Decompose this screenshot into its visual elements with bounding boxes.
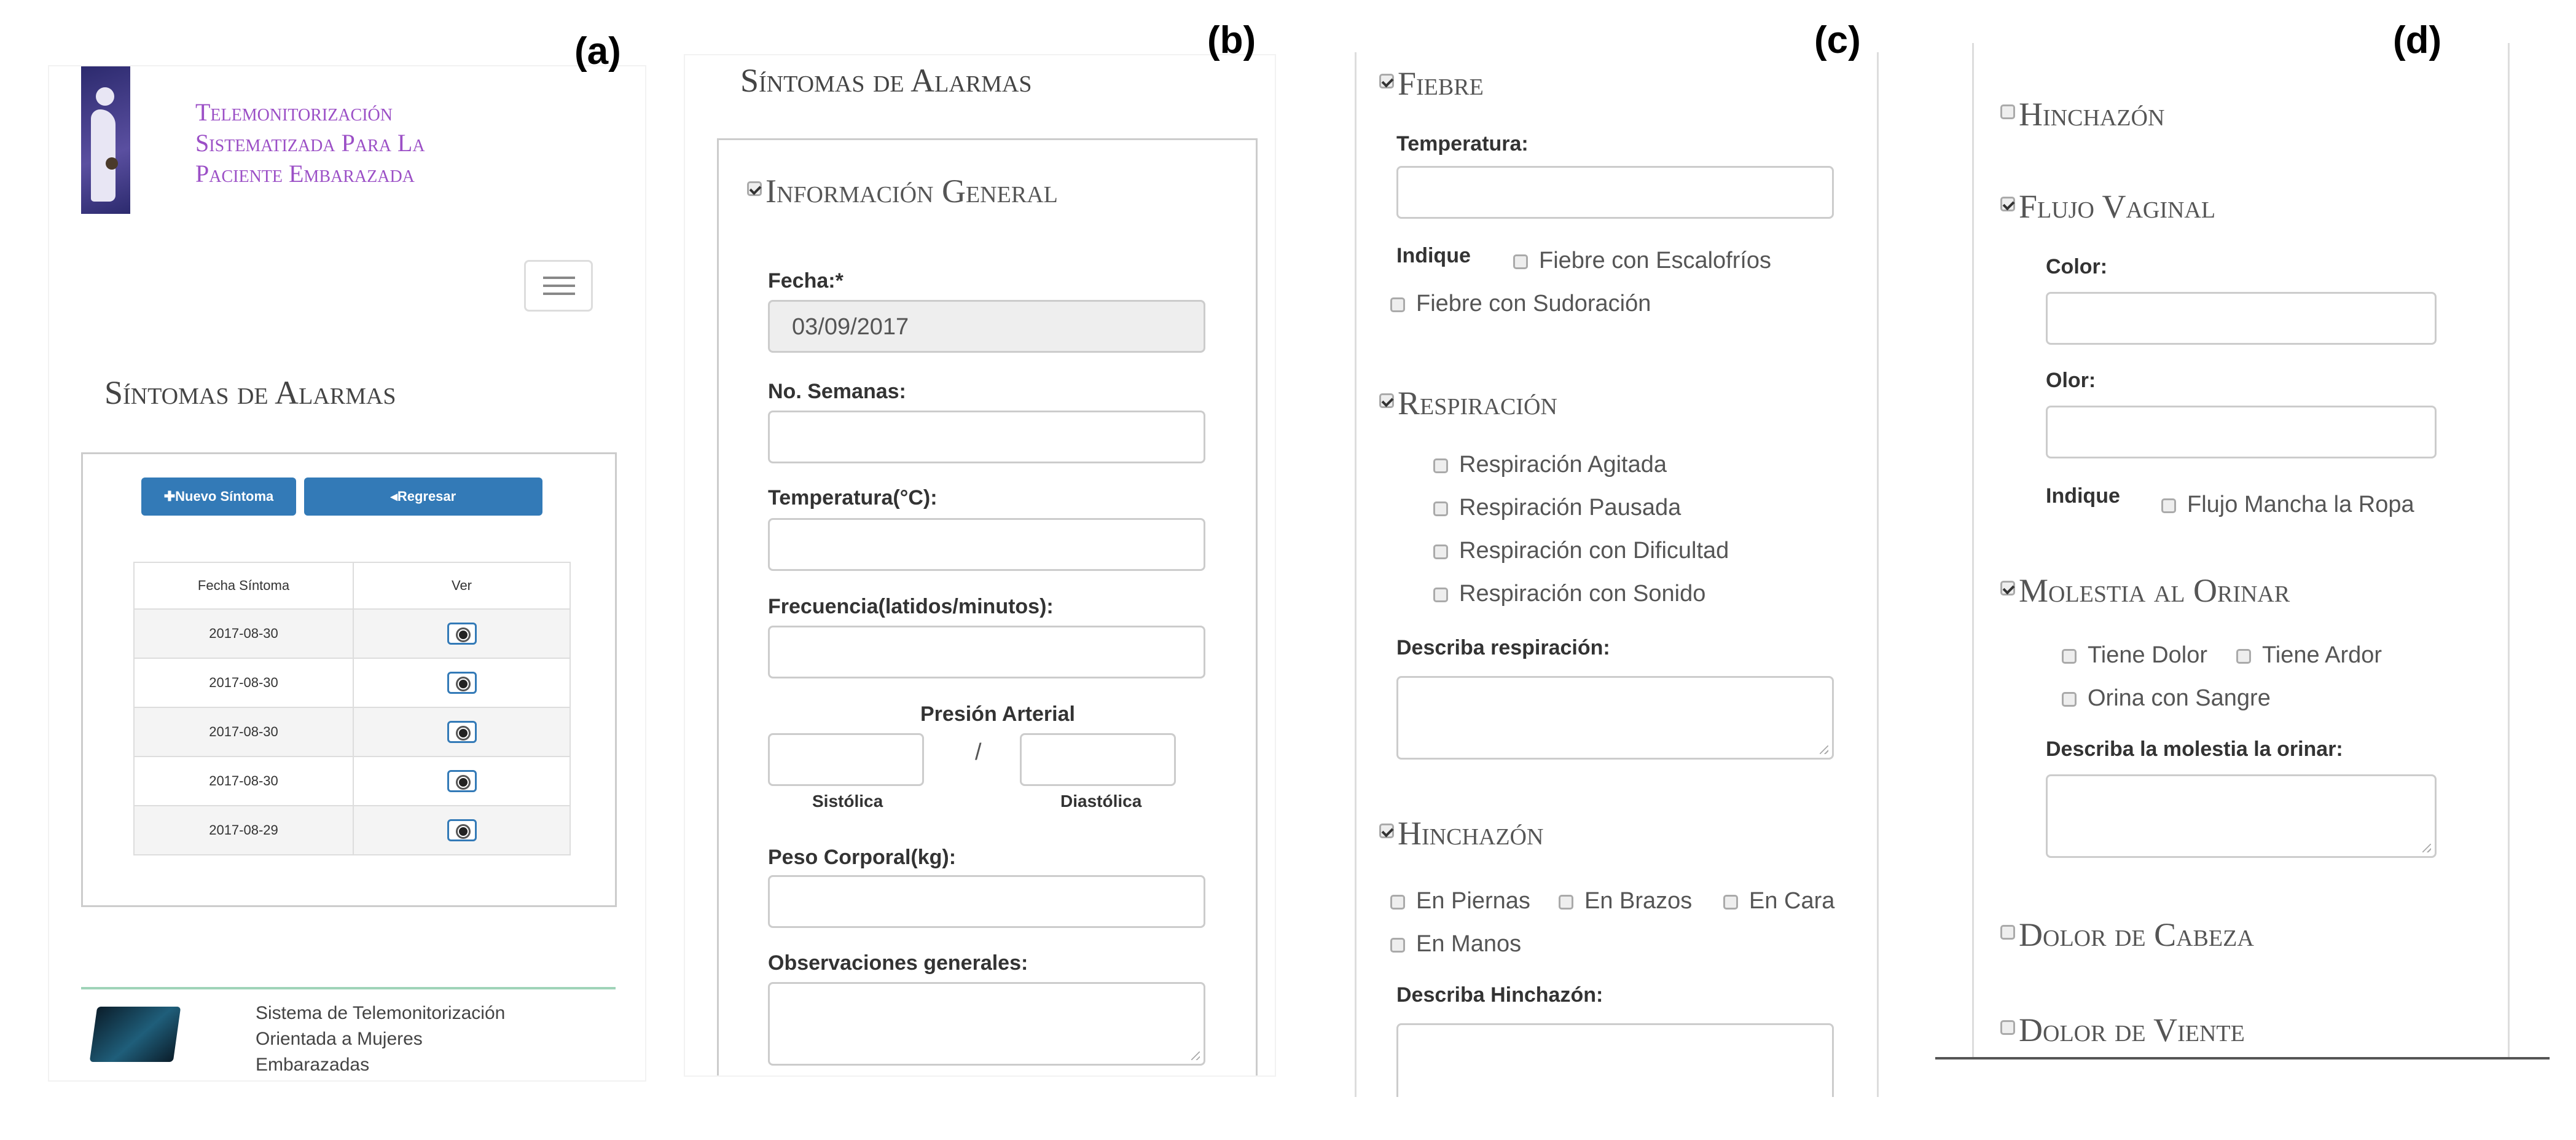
color-input[interactable] xyxy=(2046,292,2437,345)
footer-device-icon xyxy=(90,1007,181,1062)
panel-a xyxy=(0,0,664,1140)
respiracion-textarea[interactable] xyxy=(1396,676,1834,760)
back-button[interactable]: ◂Regresar xyxy=(304,478,542,516)
view-eye-icon[interactable] xyxy=(447,623,477,645)
brand-line-2: Sistematizada Para La xyxy=(195,129,425,157)
resp-sonido-option[interactable]: Respiración con Sonido xyxy=(1433,581,1705,607)
section-general-info[interactable] xyxy=(747,172,1058,210)
flujo-label: Flujo Vaginal xyxy=(2019,188,2216,225)
checkbox[interactable] xyxy=(2161,498,2176,513)
peso-label: Peso Corporal(kg): xyxy=(768,846,957,869)
observaciones-label: Observaciones generales: xyxy=(768,951,1028,975)
row-date: 2017-08-30 xyxy=(134,707,353,757)
fiebre-checkbox[interactable] xyxy=(1379,74,1394,88)
molestia-label: Molestia al Orinar xyxy=(2019,572,2290,609)
row-date: 2017-08-30 xyxy=(134,609,353,658)
semanas-label: No. Semanas: xyxy=(768,380,906,403)
dolor-cabeza-label: Dolor de Cabeza xyxy=(2019,916,2254,953)
footer-line-2: Orientada a Mujeres xyxy=(256,1029,423,1049)
en-piernas-option[interactable]: En Piernas xyxy=(1390,888,1530,914)
panel-c xyxy=(1306,0,1932,1140)
en-cara-option[interactable]: En Cara xyxy=(1723,888,1834,914)
pregnant-silhouette-icon xyxy=(96,87,114,106)
panel-c-screen xyxy=(1318,52,1932,1097)
brand-title[interactable] xyxy=(195,97,425,189)
checkbox[interactable] xyxy=(1433,544,1448,559)
general-info-checkbox[interactable] xyxy=(747,181,762,196)
table-row xyxy=(134,658,570,707)
section-general-info-label: Información General xyxy=(765,173,1058,210)
checkbox[interactable] xyxy=(1433,501,1448,516)
section-hinchazon[interactable] xyxy=(1379,814,1543,852)
fiebre-label: Fiebre xyxy=(1398,65,1484,102)
sistolica-label: Sistólica xyxy=(812,792,883,811)
footer-line-3: Embarazadas xyxy=(256,1055,370,1075)
respiracion-checkbox[interactable] xyxy=(1379,393,1394,408)
panel-label-c: (c) xyxy=(1814,19,1861,61)
panel-a-screen xyxy=(49,66,645,1080)
indique-label: Indique xyxy=(1396,244,1471,267)
fecha-label: Fecha:* xyxy=(768,269,844,293)
table-row xyxy=(134,707,570,757)
row-date: 2017-08-30 xyxy=(134,757,353,806)
dolor-cabeza-checkbox[interactable] xyxy=(2000,925,2015,940)
describa-hinchazon-label: Describa Hinchazón: xyxy=(1396,983,1603,1007)
checkbox[interactable] xyxy=(1513,254,1528,269)
observaciones-textarea[interactable] xyxy=(768,982,1205,1066)
brand-line-1: Telemonitorización xyxy=(195,98,393,126)
frecuencia-input[interactable] xyxy=(768,626,1205,678)
molestia-textarea[interactable] xyxy=(2046,774,2437,858)
general-info-box xyxy=(717,138,1258,1075)
symptoms-box xyxy=(81,452,617,907)
checkbox[interactable] xyxy=(1390,297,1405,312)
en-brazos-option[interactable]: En Brazos xyxy=(1559,888,1692,914)
hinchazon-checkbox[interactable] xyxy=(2000,104,2015,119)
bottom-divider xyxy=(1935,1057,2550,1059)
frecuencia-label: Frecuencia(latidos/minutos): xyxy=(768,595,1054,618)
checkbox[interactable] xyxy=(1390,938,1405,953)
olor-label: Olor: xyxy=(2046,369,2096,392)
view-eye-icon[interactable] xyxy=(447,672,477,694)
footer-text xyxy=(256,1000,505,1078)
checkbox[interactable] xyxy=(1390,895,1405,910)
resp-pausada-option[interactable]: Respiración Pausada xyxy=(1433,495,1681,521)
tiene-ardor-option[interactable]: Tiene Ardor xyxy=(2236,642,2382,669)
right-border xyxy=(2508,43,2510,1057)
temperatura-label: Temperatura(°C): xyxy=(768,486,938,509)
hamburger-icon xyxy=(543,277,575,295)
section-dolor-cabeza[interactable] xyxy=(2000,916,2254,954)
sistolica-input[interactable] xyxy=(768,733,924,786)
section-flujo-vaginal[interactable] xyxy=(2000,187,2215,226)
panel-label-b: (b) xyxy=(1207,19,1256,61)
flujo-checkbox[interactable] xyxy=(2000,197,2015,211)
section-hinchazon[interactable] xyxy=(2000,95,2164,133)
table-row xyxy=(134,806,570,855)
fiebre-sudoracion-option[interactable]: Fiebre con Sudoración xyxy=(1390,291,1651,317)
table-header-row xyxy=(134,562,570,609)
col-ver-header: Ver xyxy=(353,562,570,609)
row-date: 2017-08-29 xyxy=(134,806,353,855)
tiene-dolor-option[interactable]: Tiene Dolor xyxy=(2062,642,2207,669)
presion-slash: / xyxy=(975,739,982,765)
resp-agitada-option[interactable]: Respiración Agitada xyxy=(1433,452,1667,478)
temperatura-input[interactable] xyxy=(1396,166,1834,219)
dolor-viente-label: Dolor de Viente xyxy=(2019,1012,2245,1048)
indique-label: Indique xyxy=(2046,484,2120,508)
page-title: Síntomas de Alarmas xyxy=(104,374,396,411)
presion-label: Presión Arterial xyxy=(920,702,1075,726)
checkbox[interactable] xyxy=(2062,649,2077,664)
semanas-input[interactable] xyxy=(768,411,1205,463)
checkbox[interactable] xyxy=(1433,458,1448,473)
panel-label-a: (a) xyxy=(574,30,621,73)
checkbox[interactable] xyxy=(2236,649,2251,664)
fecha-value: 03/09/2017 xyxy=(792,314,909,340)
table-row xyxy=(134,757,570,806)
panel-d-screen xyxy=(1935,43,2550,1088)
right-border xyxy=(1877,52,1879,1097)
hamburger-menu-button[interactable] xyxy=(524,260,593,312)
molestia-checkbox[interactable] xyxy=(2000,581,2015,596)
footer-line-1: Sistema de Telemonitorización xyxy=(256,1003,506,1023)
respiracion-label: Respiración xyxy=(1398,385,1557,422)
left-border xyxy=(1972,43,1974,1057)
new-symptom-button[interactable]: ✚Nuevo Síntoma xyxy=(141,478,296,516)
hinchazon-label: Hinchazón xyxy=(2019,96,2165,133)
panel-label-d: (d) xyxy=(2393,19,2442,61)
olor-input[interactable] xyxy=(2046,406,2437,458)
hinchazon-checkbox[interactable] xyxy=(1379,824,1394,838)
en-manos-option[interactable]: En Manos xyxy=(1390,931,1521,957)
color-label: Color: xyxy=(2046,255,2108,278)
panel-b-screen xyxy=(685,55,1275,1075)
col-fecha-header: Fecha Síntoma xyxy=(134,562,353,609)
symptoms-table xyxy=(133,562,571,855)
section-dolor-viente[interactable] xyxy=(2000,1011,2245,1049)
fiebre-escalofrios-option[interactable]: Fiebre con Escalofríos xyxy=(1513,248,1771,274)
view-eye-icon[interactable] xyxy=(447,819,477,841)
resp-dificultad-option[interactable]: Respiración con Dificultad xyxy=(1433,538,1729,564)
view-eye-icon[interactable] xyxy=(447,721,477,743)
panel-d xyxy=(1935,0,2576,1140)
temperatura-label: Temperatura: xyxy=(1396,132,1529,155)
section-respiracion[interactable] xyxy=(1379,384,1557,422)
describa-molestia-label: Describa la molestia la orinar: xyxy=(2046,737,2343,761)
left-border xyxy=(1355,52,1357,1097)
diastolica-input[interactable] xyxy=(1020,733,1176,786)
describa-respiracion-label: Describa respiración: xyxy=(1396,636,1610,659)
section-molestia-orinar[interactable] xyxy=(2000,572,2290,610)
table-row xyxy=(134,609,570,658)
dolor-viente-checkbox[interactable] xyxy=(2000,1020,2015,1035)
checkbox[interactable] xyxy=(1559,895,1573,910)
form-title: Síntomas de Alarmas xyxy=(740,62,1032,99)
orina-sangre-option[interactable]: Orina con Sangre xyxy=(2062,685,2271,712)
section-fiebre[interactable] xyxy=(1379,65,1484,103)
fecha-input[interactable] xyxy=(768,300,1205,353)
footer-divider xyxy=(81,987,616,989)
checkbox[interactable] xyxy=(1723,895,1738,910)
flujo-mancha-option[interactable]: Flujo Mancha la Ropa xyxy=(2161,492,2414,518)
hinchazon-textarea[interactable] xyxy=(1396,1023,1834,1097)
diastolica-label: Diastólica xyxy=(1060,792,1142,811)
checkbox[interactable] xyxy=(1433,588,1448,602)
checkbox[interactable] xyxy=(2062,692,2077,707)
hinchazon-label: Hinchazón xyxy=(1398,815,1544,852)
brand-logo xyxy=(81,66,130,214)
brand-line-3: Paciente Embarazada xyxy=(195,160,415,187)
peso-input[interactable] xyxy=(768,875,1205,928)
view-eye-icon[interactable] xyxy=(447,770,477,792)
row-date: 2017-08-30 xyxy=(134,658,353,707)
temperatura-input[interactable] xyxy=(768,518,1205,571)
panel-b xyxy=(673,0,1299,1140)
